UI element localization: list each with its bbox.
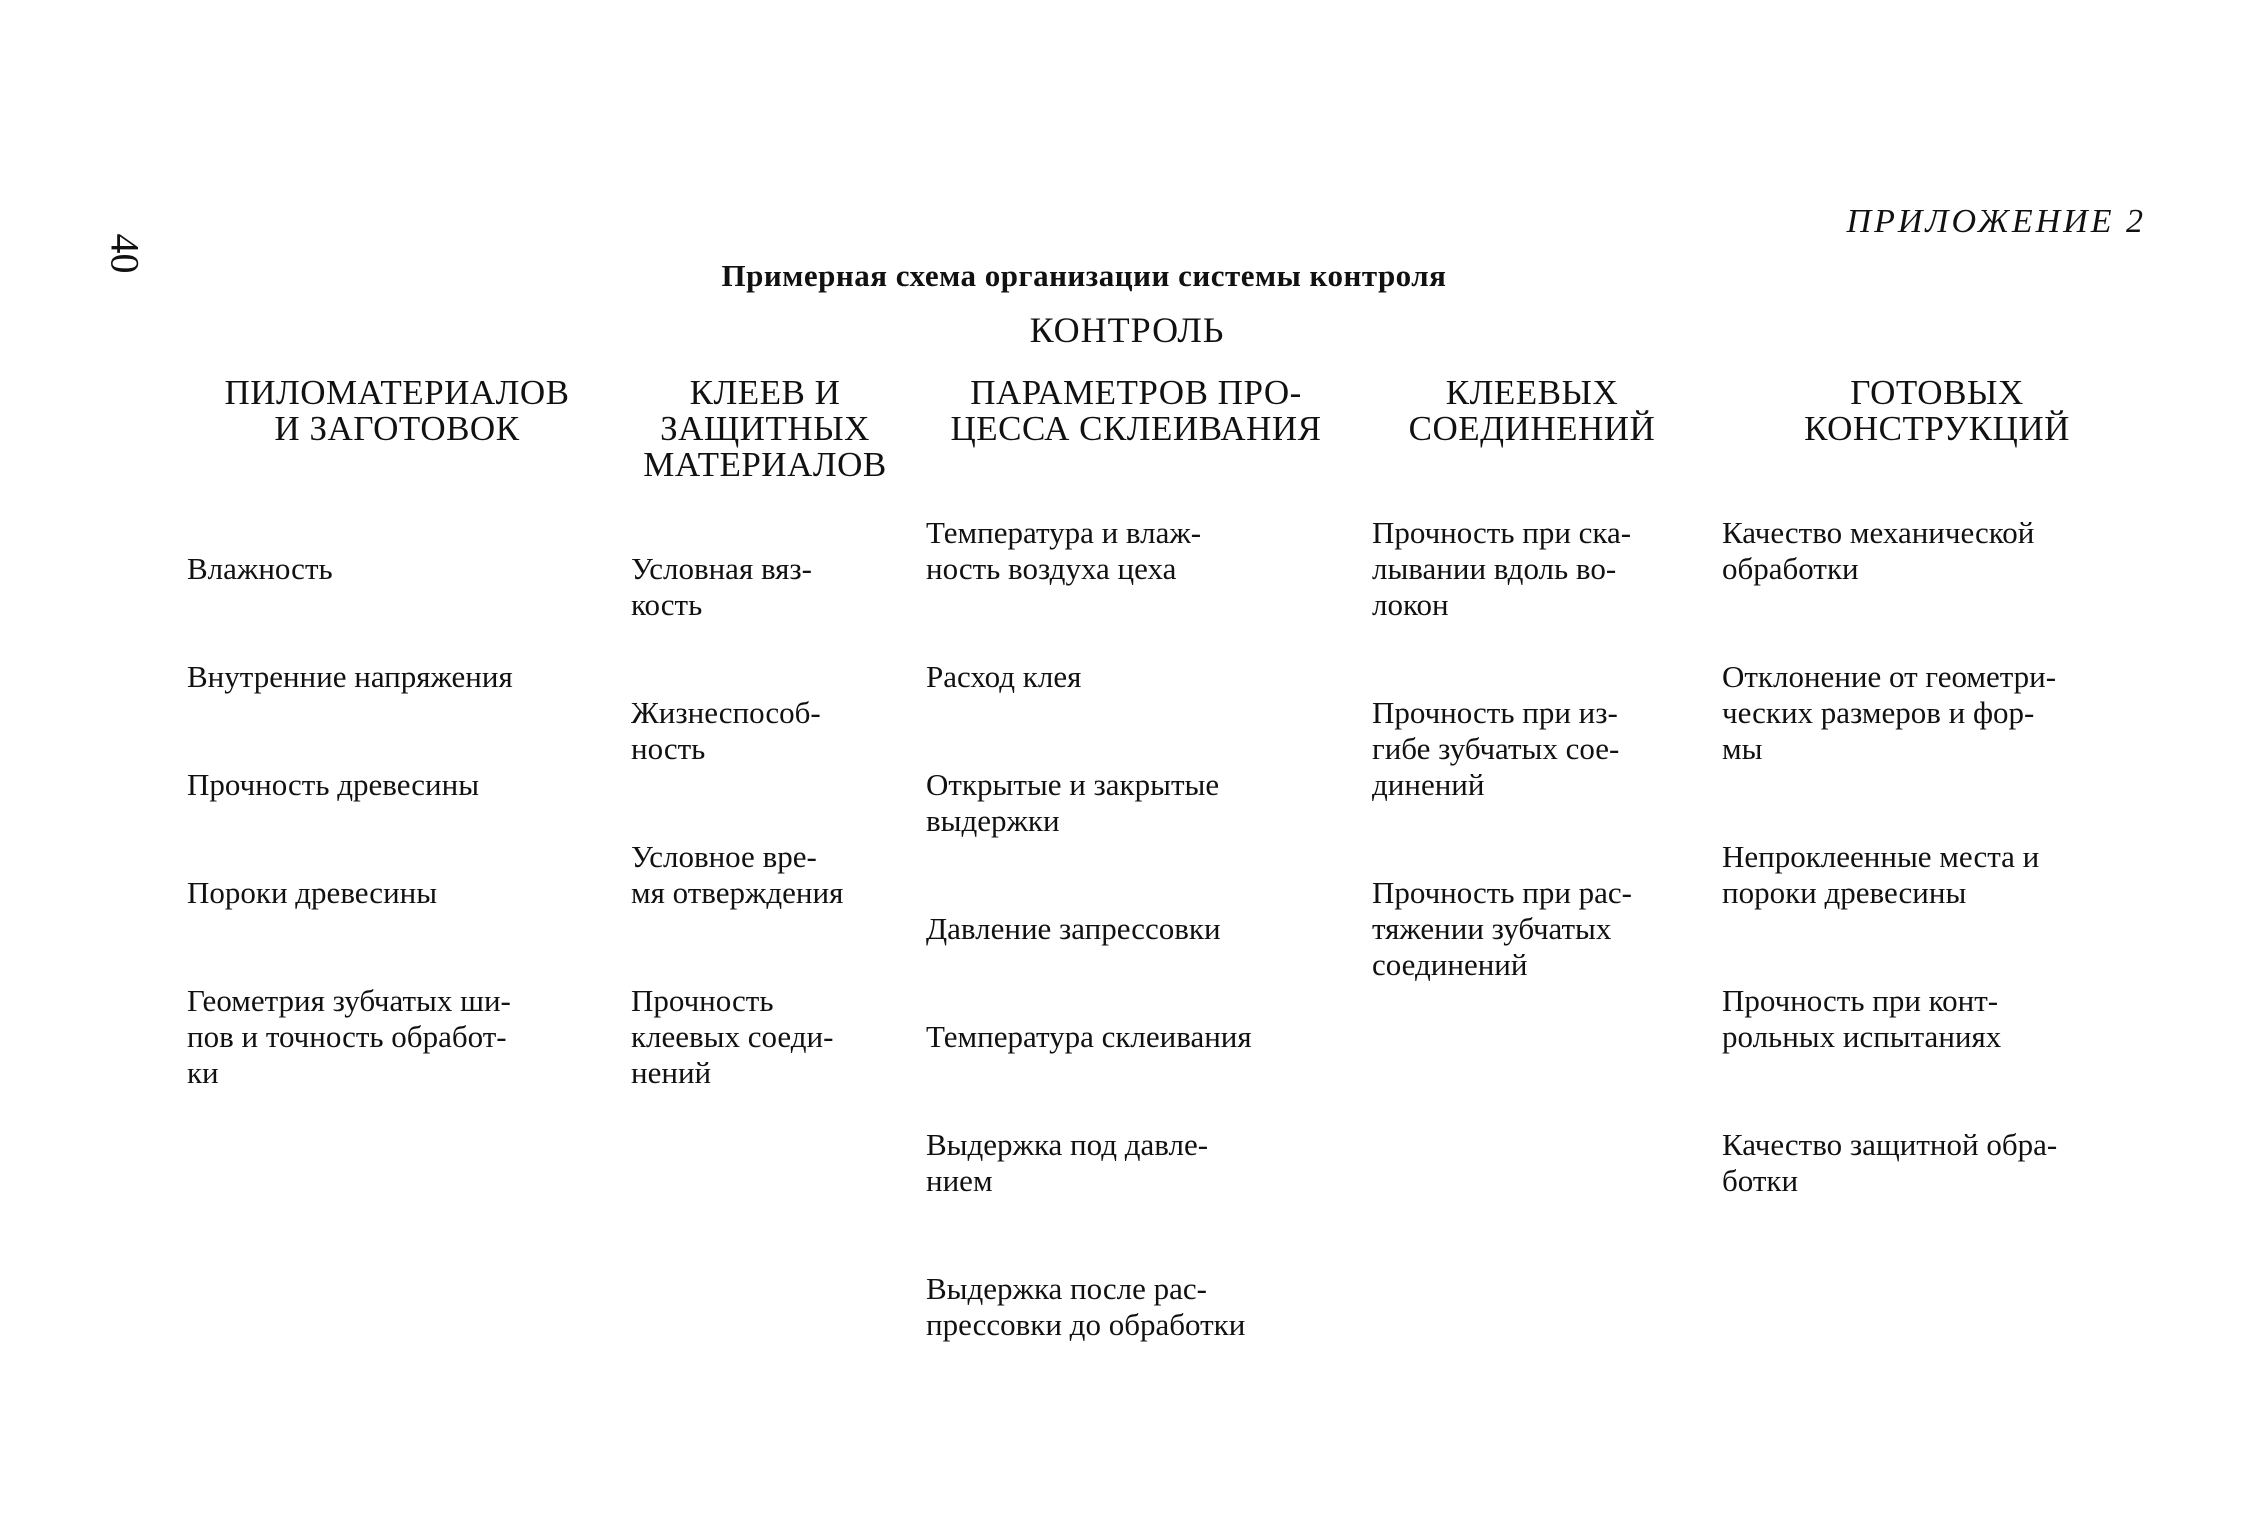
lumber-item-moisture: Влажность (187, 551, 333, 586)
lumber-item-wood-defects: Пороки древесины (187, 875, 438, 910)
appendix-label: ПРИЛОЖЕНИЕ 2 (1846, 203, 2146, 240)
lumber-item-internal-stress: Внутренние напряжения (187, 659, 513, 694)
column-heading-glue-joints: КЛЕЕВЫХ СОЕДИНЕНИЙ (1408, 373, 1656, 448)
structure-item-protective-treatment: Качество защитной обра- ботки (1722, 1127, 2058, 1198)
joint-item-tensile-strength: Прочность при рас- тяжении зубчатых соединений (1372, 875, 1633, 982)
column-heading-adhesives: КЛЕЕВ И ЗАЩИТНЫХ МАТЕРИАЛОВ (643, 373, 887, 484)
process-item-air-conditions: Температура и влаж- ность воздуха цеха (926, 515, 1202, 586)
column-heading-lumber: ПИЛОМАТЕРИАЛОВ И ЗАГОТОВОК (224, 373, 570, 448)
joint-item-shear-strength: Прочность при ска- лывании вдоль во- локон (1372, 515, 1632, 622)
column-heading-gluing-process: ПАРАМЕТРОВ ПРО- ЦЕССА СКЛЕИВАНИЯ (950, 373, 1322, 448)
adhesive-item-joint-strength: Прочность клеевых соеди- нений (631, 983, 834, 1090)
process-item-assembly-times: Открытые и закрытые выдержки (926, 767, 1220, 838)
lumber-item-finger-joint-geometry: Геометрия зубчатых ши- пов и точность обработ- ки (187, 983, 511, 1090)
structure-item-control-tests: Прочность при конт- рольных испытаниях (1722, 983, 2002, 1054)
adhesive-item-curing-time: Условное вре- мя отверждения (631, 839, 844, 910)
structure-item-machining-quality: Качество механической обработки (1722, 515, 2035, 586)
adhesive-item-pot-life: Жизнеспособ- ность (631, 695, 821, 766)
column-heading-finished-structures: ГОТОВЫХ КОНСТРУКЦИЙ (1804, 373, 2070, 448)
document-title (0, 258, 2244, 294)
process-item-gluing-temperature: Температура склеивания (926, 1019, 1252, 1054)
process-item-pressing-pressure: Давление запрессовки (926, 911, 1221, 946)
lumber-item-wood-strength: Прочность древесины (187, 767, 480, 802)
control-heading-text: КОНТРОЛЬ (1029, 310, 1225, 350)
process-item-glue-spread: Расход клея (926, 659, 1082, 694)
process-item-pressure-hold: Выдержка под давле- нием (926, 1127, 1209, 1198)
process-item-post-press-hold: Выдержка после рас- прессовки до обработки (926, 1271, 1246, 1342)
adhesive-item-viscosity: Условная вяз- кость (631, 551, 813, 622)
structure-item-geometric-deviation: Отклонение от геометри- ческих размеров и фор- мы (1722, 659, 2057, 766)
joint-item-bending-strength: Прочность при из- гибе зубчатых сое- динений (1372, 695, 1620, 802)
structure-item-unglued-spots: Непроклеенные места и пороки древесины (1722, 839, 2040, 910)
page-number: 40 (102, 233, 148, 274)
control-heading (0, 309, 2244, 351)
document-title-text: Примерная схема организации системы контроля (721, 258, 1447, 293)
